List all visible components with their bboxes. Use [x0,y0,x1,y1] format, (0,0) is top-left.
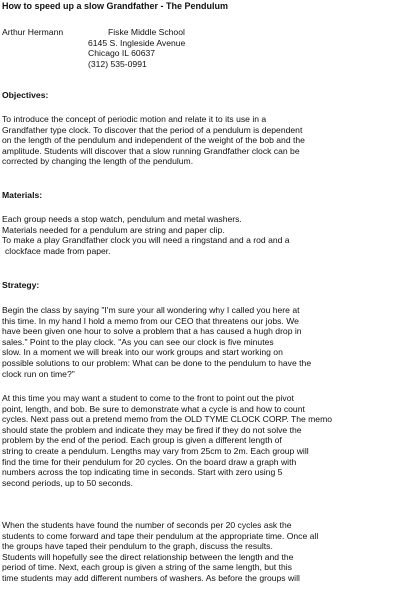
strategy-paragraph-2 [2,393,400,488]
text-line: clockface made from paper. [5,245,111,256]
text-line: Begin the class by saying "I'm sure your all wondering why I called you here at [2,305,300,315]
text-line: have been given one hour to solve a problem that a has caused a hugh drop in [2,326,302,337]
text-line: this time. In my hand I hold a memo from our CEO that threatens our jobs. We [2,315,299,326]
text-line: find the time for their pendulum for 20 cycles. On the board draw a graph with [2,456,297,467]
school-name: Fiske Middle School [108,27,185,37]
address-block [88,27,185,69]
objectives-heading: Objectives: [2,90,49,100]
address-line: Chicago IL 60637 [88,48,156,59]
address-line: 6145 S. Ingleside Avenue [88,37,186,48]
text-line: second periods, up to 50 seconds. [2,477,133,488]
text-line: To introduce the concept of periodic motion and relate it to its use in a [2,114,267,124]
text-line: When the students have found the number of seconds per 20 cycles ask the [2,520,292,530]
text-line: corrected by changing the length of the pendulum. [2,156,194,167]
text-line: Students will hopefully see the direct relationship between the length and the [2,551,294,562]
strategy-paragraph-1 [2,305,400,379]
text-line: To make a play Grandfather clock you will need a ringstand and a rod and a [2,235,290,246]
document-title: How to speed up a slow Grandfather - The Pendulum [2,1,229,11]
materials-heading: Materials: [2,190,43,200]
strategy-paragraph-3 [2,520,400,584]
text-line: on the length of the pendulum and independent of the weight of the bob and the [2,135,305,146]
strategy-heading: Strategy: [2,280,40,290]
text-line: possible solutions to our problem: What can be done to the pendulum to have the [2,357,312,368]
text-line: Materials needed for a pendulum are string and paper clip. [2,224,225,235]
text-line: string to create a pendulum. Lengths may vary from 25cm to 2m. Each group will [2,445,309,456]
text-line: period of time. Next, each group is given a string of the same length, but this [2,562,292,573]
text-line: Grandfather type clock. To discover that the period of a pendulum is dependent [2,124,303,135]
author-name: Arthur Hermann [2,27,64,37]
text-line: should state the problem and indicate they may be fired if they do not solve the [2,424,302,435]
text-line: the groups have taped their pendulum to the graph, discuss the results. [2,541,273,552]
objectives-paragraph [2,114,400,167]
phone-number: (312) 535-0991 [88,58,147,69]
text-line: At this time you may want a student to come to the front to point out the pivot [2,393,294,403]
text-line: time students may add different numbers of washers. As before the groups will [2,572,300,583]
text-line: point, length, and bob. Be sure to demonstrate what a cycle is and how to count [2,403,305,414]
text-line: sales." Point to the play clock. "As you can see our clock is five minutes [2,336,274,347]
text-line: slow. In a moment we will break into our work groups and start working on [2,347,283,358]
text-line: problem by the end of the period. Each group is given a different length of [2,435,282,446]
text-line: Each group needs a stop watch, pendulum and metal washers. [2,214,242,224]
text-line: students to come forward and tape their pendulum at the appropriate time. Once all [2,530,319,541]
text-line: amplitude. Students will discover that a slow running Grandfather clock can be [2,145,300,156]
text-line: clock run on time?" [2,368,75,379]
text-line: cycles. Next pass out a pretend memo from the OLD TYME CLOCK CORP. The memo [2,414,333,425]
materials-paragraph [2,214,400,256]
text-line: numbers across the top indicating time in seconds. Start with zero using 5 [2,467,283,478]
